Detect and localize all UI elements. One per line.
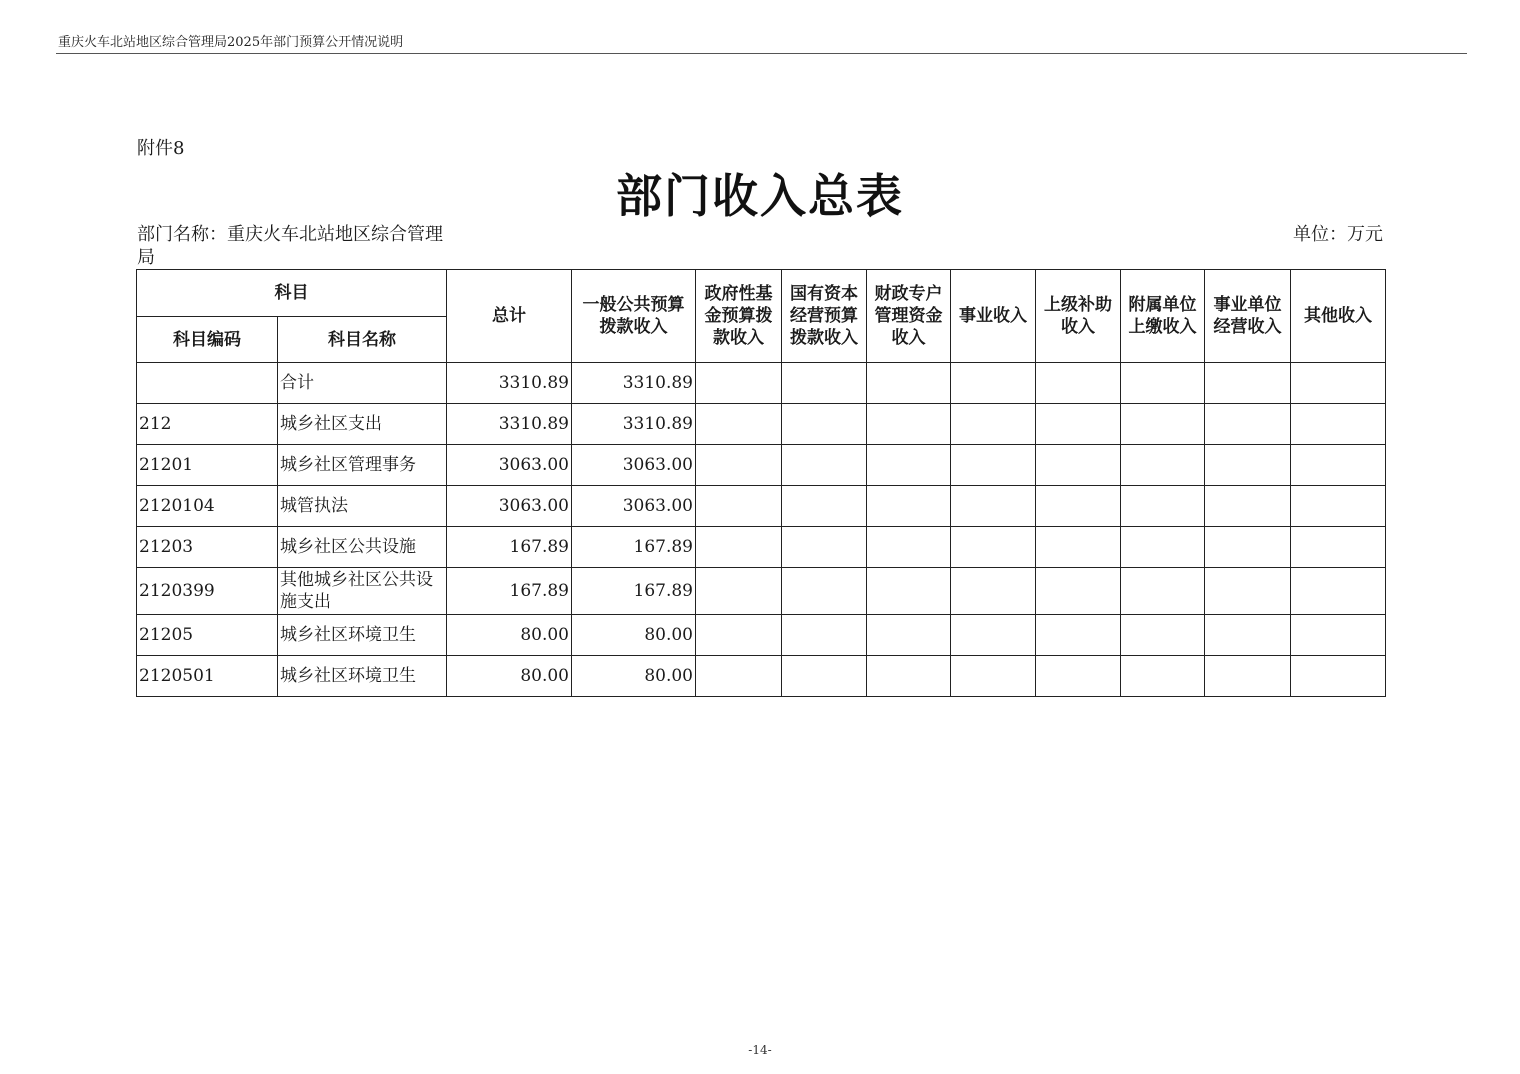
cell-total: 3063.00 [447,486,572,527]
cell-empty [951,615,1036,656]
unit-label: 单位：万元 [1293,224,1383,245]
income-summary-table [136,269,1386,697]
cell-empty [951,404,1036,445]
cell-empty [1121,445,1205,486]
cell-empty [1036,486,1121,527]
cell-empty [867,656,951,697]
cell-empty [782,527,867,568]
cell-empty [782,404,867,445]
attachment-label: 附件8 [137,138,185,159]
cell-empty [782,656,867,697]
table-row [137,445,1386,486]
cell-name: 城乡社区支出 [278,404,447,445]
cell-empty [1205,445,1291,486]
cell-name: 城管执法 [278,486,447,527]
cell-empty [782,445,867,486]
cell-general: 3310.89 [572,363,696,404]
cell-empty [951,363,1036,404]
cell-total: 3310.89 [447,363,572,404]
cell-empty [782,615,867,656]
table-row [137,404,1386,445]
cell-name: 城乡社区公共设施 [278,527,447,568]
cell-empty [1121,363,1205,404]
cell-empty [951,445,1036,486]
cell-empty [696,568,782,615]
cell-code [137,363,278,404]
cell-total: 80.00 [447,615,572,656]
cell-empty [1036,527,1121,568]
cell-empty [951,527,1036,568]
cell-total: 167.89 [447,568,572,615]
cell-empty [951,486,1036,527]
cell-general: 80.00 [572,656,696,697]
cell-code: 2120104 [137,486,278,527]
header-subject-name: 科目名称 [278,317,447,363]
cell-empty [1121,527,1205,568]
cell-empty [782,568,867,615]
cell-general: 3063.00 [572,445,696,486]
cell-empty [1291,363,1386,404]
cell-empty [782,486,867,527]
header-other-income: 其他收入 [1291,270,1386,363]
header-fiscal-special: 财政专户管理资金收入 [867,270,951,363]
cell-empty [696,363,782,404]
cell-empty [1291,445,1386,486]
cell-empty [1036,404,1121,445]
header-business-income: 事业收入 [951,270,1036,363]
table-row [137,615,1386,656]
cell-empty [867,486,951,527]
cell-code: 212 [137,404,278,445]
cell-general: 167.89 [572,527,696,568]
cell-total: 3310.89 [447,404,572,445]
cell-name: 合计 [278,363,447,404]
cell-empty [867,404,951,445]
cell-empty [782,363,867,404]
department-label: 部门名称：重庆火车北站地区综合管理局 [137,224,443,268]
cell-empty [1121,568,1205,615]
header-state-capital: 国有资本经营预算拨款收入 [782,270,867,363]
header-operating-income: 事业单位经营收入 [1205,270,1291,363]
cell-empty [1121,656,1205,697]
cell-empty [1291,404,1386,445]
cell-empty [1205,656,1291,697]
cell-name: 城乡社区管理事务 [278,445,447,486]
cell-general: 80.00 [572,615,696,656]
cell-empty [696,656,782,697]
cell-empty [867,568,951,615]
cell-empty [1205,527,1291,568]
page-number: -14- [748,1043,772,1057]
cell-empty [951,656,1036,697]
cell-name: 城乡社区环境卫生 [278,656,447,697]
cell-empty [1205,615,1291,656]
cell-empty [696,445,782,486]
header-gov-fund: 政府性基金预算拨款收入 [696,270,782,363]
cell-empty [696,527,782,568]
table-row [137,486,1386,527]
cell-empty [1291,527,1386,568]
cell-total: 80.00 [447,656,572,697]
cell-empty [1036,445,1121,486]
cell-empty [1036,615,1121,656]
cell-empty [1036,363,1121,404]
cell-general: 3063.00 [572,486,696,527]
cell-general: 3310.89 [572,404,696,445]
cell-total: 3063.00 [447,445,572,486]
cell-empty [1121,615,1205,656]
cell-code: 2120399 [137,568,278,615]
cell-empty [1291,656,1386,697]
cell-empty [867,445,951,486]
cell-empty [1291,568,1386,615]
header-superior-subsidy: 上级补助收入 [1036,270,1121,363]
cell-empty [1205,404,1291,445]
table-row [137,363,1386,404]
cell-empty [696,486,782,527]
cell-empty [867,363,951,404]
header-affiliated-remit: 附属单位上缴收入 [1121,270,1205,363]
cell-code: 21203 [137,527,278,568]
header-subject-code: 科目编码 [137,317,278,363]
cell-empty [1291,486,1386,527]
page-title: 部门收入总表 [616,169,904,223]
table-row [137,527,1386,568]
cell-empty [696,404,782,445]
cell-code: 21201 [137,445,278,486]
cell-name: 其他城乡社区公共设施支出 [278,568,447,615]
cell-empty [867,615,951,656]
cell-empty [1121,486,1205,527]
cell-empty [1036,568,1121,615]
cell-general: 167.89 [572,568,696,615]
cell-empty [867,527,951,568]
subject-group-header: 科目 [137,270,447,317]
cell-empty [1121,404,1205,445]
running-header: 重庆火车北站地区综合管理局2025年部门预算公开情况说明 [58,35,404,50]
cell-total: 167.89 [447,527,572,568]
table-row [137,568,1386,615]
cell-code: 2120501 [137,656,278,697]
header-general-budget: 一般公共预算拨款收入 [572,270,696,363]
cell-empty [951,568,1036,615]
cell-empty [1205,568,1291,615]
cell-empty [1291,615,1386,656]
cell-code: 21205 [137,615,278,656]
cell-empty [696,615,782,656]
cell-empty [1205,363,1291,404]
cell-empty [1036,656,1121,697]
cell-name: 城乡社区环境卫生 [278,615,447,656]
cell-empty [1205,486,1291,527]
header-total: 总计 [447,270,572,363]
header-divider [56,53,1467,54]
table-row [137,656,1386,697]
